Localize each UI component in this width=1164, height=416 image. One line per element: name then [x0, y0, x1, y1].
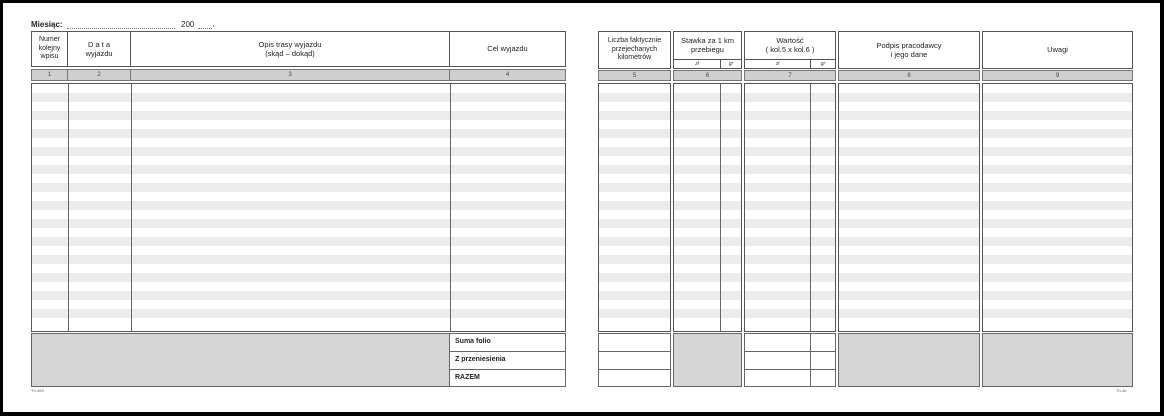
km-summary-box[interactable] — [598, 333, 671, 387]
ruled-stripe — [745, 201, 835, 210]
col-number-6: 6 — [673, 70, 742, 81]
ruled-stripe — [983, 147, 1132, 156]
ruled-stripe — [674, 273, 741, 282]
ruled-stripe — [32, 201, 565, 210]
ruled-stripe — [599, 219, 670, 228]
ruled-stripe — [983, 129, 1132, 138]
ruled-stripe — [674, 129, 741, 138]
month-field[interactable] — [67, 28, 175, 29]
ruled-stripe — [32, 309, 565, 318]
value-sub-gr: gr — [810, 59, 836, 69]
ruled-stripe — [745, 165, 835, 174]
form-code-right: Th-46 — [1116, 388, 1127, 393]
rate-entries-area[interactable] — [673, 83, 742, 332]
notes-summary-gray — [982, 333, 1133, 387]
ruled-stripe — [32, 147, 565, 156]
ruled-stripe — [745, 219, 835, 228]
value-summary-box[interactable] — [744, 333, 836, 387]
ruled-stripe — [745, 147, 835, 156]
form-sheet — [3, 3, 1160, 412]
ruled-stripe — [32, 111, 565, 120]
ruled-stripe — [983, 165, 1132, 174]
col-header-km: Liczba faktycznie przejechanych kilometrów — [598, 31, 671, 69]
ruled-stripe — [674, 219, 741, 228]
col-number-7: 7 — [744, 70, 836, 81]
col-header-rate: Stawka za 1 km przebiegu — [673, 31, 742, 69]
ruled-stripe — [839, 291, 979, 300]
col-header-entry-number: Numer kolejny wpisu — [31, 31, 68, 67]
left-summary-gray-area — [31, 333, 450, 387]
ruled-stripe — [983, 309, 1132, 318]
signature-summary-gray — [838, 333, 980, 387]
ruled-stripe — [32, 165, 565, 174]
year-field[interactable] — [198, 28, 212, 29]
ruled-stripe — [599, 291, 670, 300]
col-header-date: D a t a wyjazdu — [67, 31, 131, 67]
left-entries-area[interactable] — [31, 83, 566, 332]
ruled-stripe — [32, 219, 565, 228]
ruled-stripe — [599, 273, 670, 282]
col-number-1: 1 — [31, 69, 68, 81]
form-code-left: Th-469 — [31, 388, 44, 393]
ruled-stripe — [32, 291, 565, 300]
year-prefix: 200 — [181, 20, 195, 29]
ruled-stripe — [745, 93, 835, 102]
ruled-stripe — [745, 111, 835, 120]
ruled-stripe — [674, 201, 741, 210]
ruled-stripe — [674, 93, 741, 102]
ruled-stripe — [983, 219, 1132, 228]
col-number-5: 5 — [598, 70, 671, 81]
ruled-stripe — [599, 201, 670, 210]
col-header-purpose: Cel wyjazdu — [449, 31, 566, 67]
ruled-stripe — [983, 273, 1132, 282]
ruled-stripe — [839, 237, 979, 246]
ruled-stripe — [599, 237, 670, 246]
ruled-stripe — [32, 237, 565, 246]
ruled-stripe — [983, 93, 1132, 102]
col-header-notes: Uwagi — [982, 31, 1133, 69]
ruled-stripe — [983, 183, 1132, 192]
year-suffix: r. — [213, 23, 216, 28]
ruled-stripe — [745, 237, 835, 246]
ruled-stripe — [983, 111, 1132, 120]
ruled-stripe — [599, 147, 670, 156]
ruled-stripe — [599, 129, 670, 138]
summary-carried-label: Z przeniesienia — [455, 356, 506, 363]
ruled-stripe — [674, 165, 741, 174]
col-number-3: 3 — [130, 69, 450, 81]
ruled-stripe — [599, 111, 670, 120]
ruled-stripe — [745, 309, 835, 318]
ruled-stripe — [839, 201, 979, 210]
ruled-stripe — [674, 147, 741, 156]
ruled-stripe — [839, 147, 979, 156]
ruled-stripe — [839, 165, 979, 174]
ruled-stripe — [983, 291, 1132, 300]
ruled-stripe — [674, 255, 741, 264]
signature-entries-area[interactable] — [838, 83, 980, 332]
ruled-stripe — [599, 93, 670, 102]
ruled-stripe — [983, 255, 1132, 264]
ruled-stripe — [839, 273, 979, 282]
ruled-stripe — [983, 201, 1132, 210]
ruled-stripe — [674, 183, 741, 192]
ruled-stripe — [983, 237, 1132, 246]
km-entries-area[interactable] — [598, 83, 671, 332]
ruled-stripe — [32, 183, 565, 192]
ruled-stripe — [745, 183, 835, 192]
col-header-signature: Podpis pracodawcy i jego dane — [838, 31, 980, 69]
col-number-4: 4 — [449, 69, 566, 81]
ruled-stripe — [599, 255, 670, 264]
rate-sub-zl: zł — [673, 59, 721, 69]
ruled-stripe — [745, 273, 835, 282]
ruled-stripe — [674, 291, 741, 300]
ruled-stripe — [839, 183, 979, 192]
rate-summary-gray — [673, 333, 742, 387]
summary-total-label: RAZEM — [455, 374, 480, 381]
value-sub-zl: zł — [744, 59, 811, 69]
ruled-stripe — [745, 129, 835, 138]
ruled-stripe — [839, 111, 979, 120]
col-number-2: 2 — [67, 69, 131, 81]
ruled-stripe — [839, 219, 979, 228]
ruled-stripe — [32, 255, 565, 264]
ruled-stripe — [674, 111, 741, 120]
value-entries-area[interactable] — [744, 83, 836, 332]
summary-folio-label: Suma folio — [455, 338, 491, 345]
ruled-stripe — [32, 273, 565, 282]
ruled-stripe — [839, 309, 979, 318]
col-header-value: Wartość ( kol.5 x kol.6 ) — [744, 31, 836, 69]
month-label: Miesiąc: — [31, 20, 63, 29]
ruled-stripe — [674, 309, 741, 318]
ruled-stripe — [745, 255, 835, 264]
col-number-8: 8 — [838, 70, 980, 81]
ruled-stripe — [839, 255, 979, 264]
ruled-stripe — [32, 93, 565, 102]
ruled-stripe — [599, 165, 670, 174]
ruled-stripe — [745, 291, 835, 300]
rate-sub-gr: gr — [720, 59, 742, 69]
notes-entries-area[interactable] — [982, 83, 1133, 332]
ruled-stripe — [599, 183, 670, 192]
ruled-stripe — [674, 237, 741, 246]
col-number-9: 9 — [982, 70, 1133, 81]
ruled-stripe — [839, 129, 979, 138]
ruled-stripe — [839, 93, 979, 102]
ruled-stripe — [32, 129, 565, 138]
col-header-route: Opis trasy wyjazdu (skąd – dokąd) — [130, 31, 450, 67]
ruled-stripe — [599, 309, 670, 318]
